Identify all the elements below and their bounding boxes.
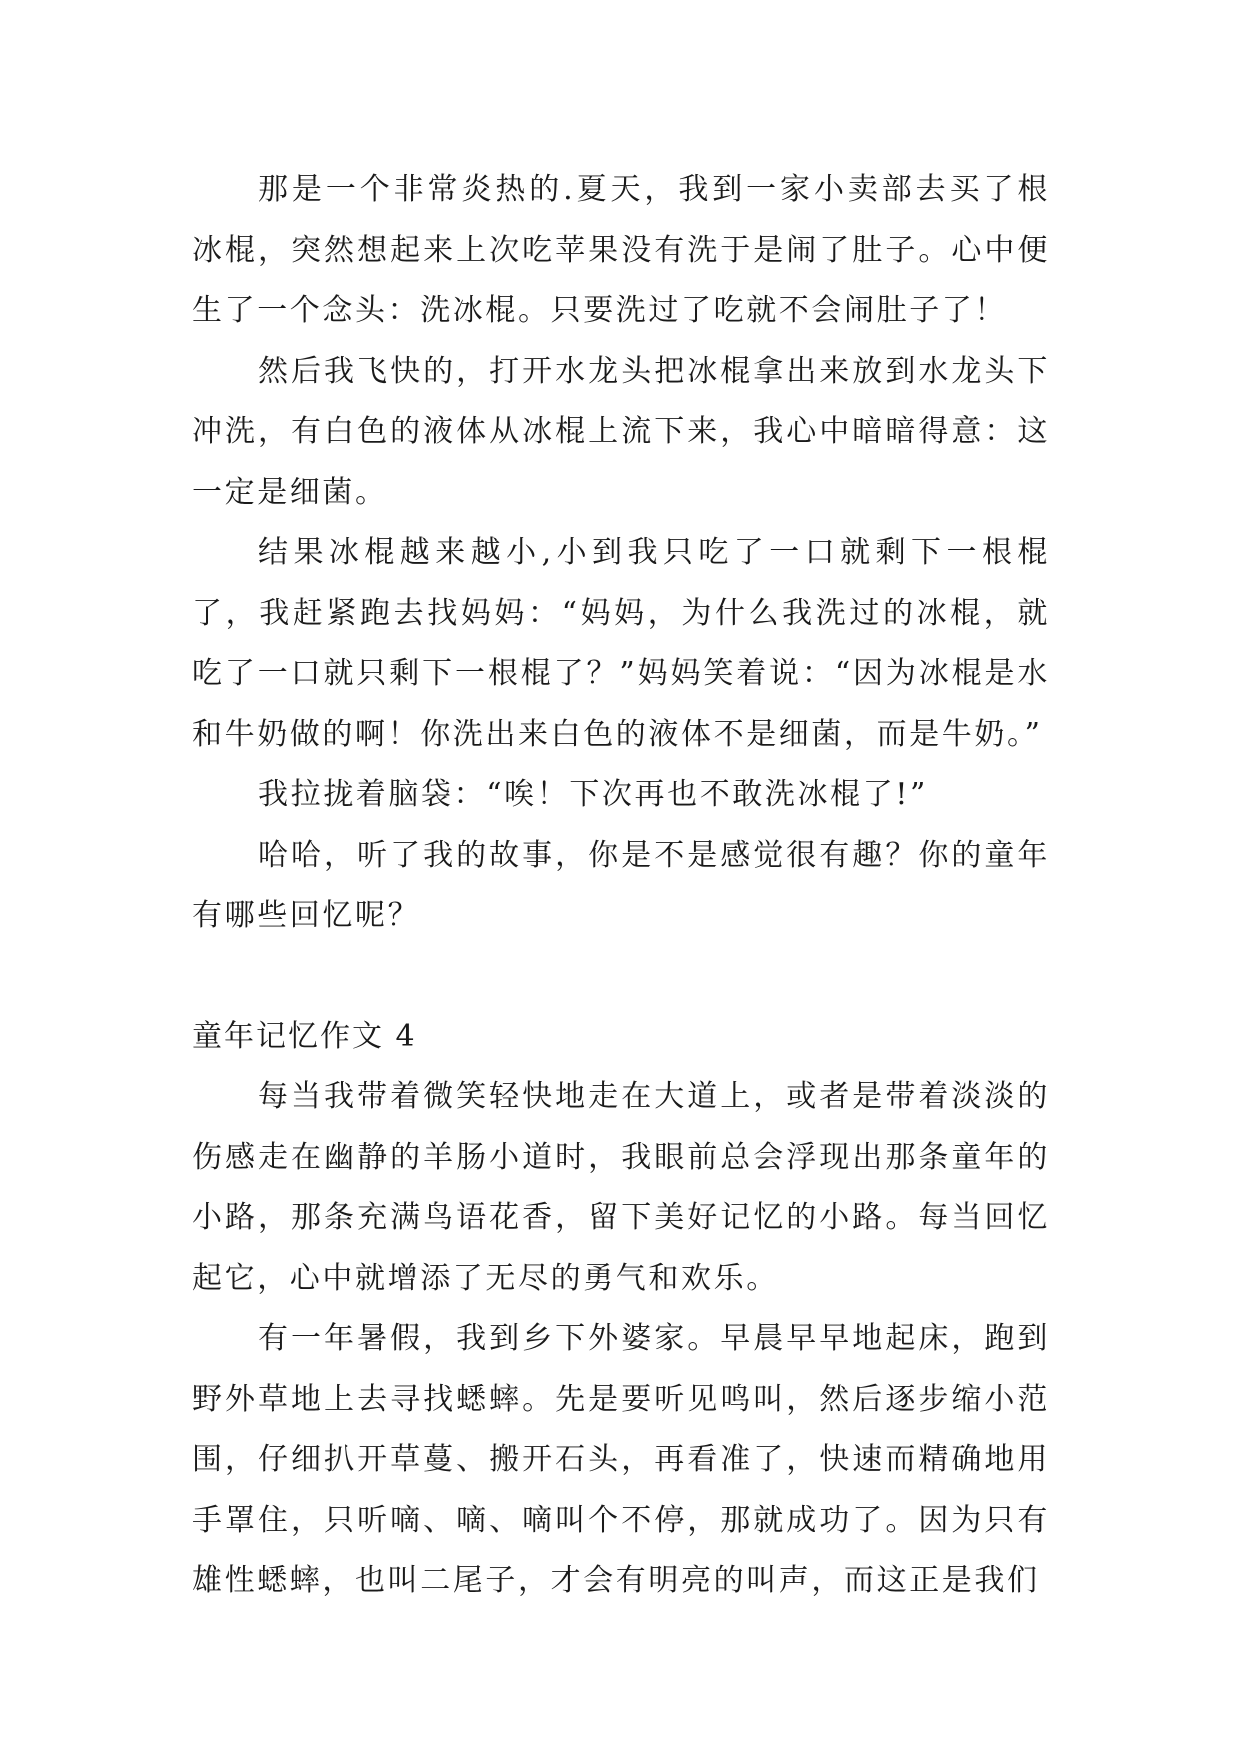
paragraph-closing-question: 哈哈，听了我的故事，你是不是感觉很有趣？你的童年有哪些回忆呢？ <box>192 837 1050 933</box>
paragraph-childhood-path: 每当我带着微笑轻快地走在大道上，或者是带着淡淡的伤感走在幽静的羊肠小道时，我眼前总会浮现出那条童年的小路，那条充满鸟语花香，留下美好记忆的小路。每当回忆起它，心中就增添了无尽的勇气和欢乐。 <box>192 1079 1050 1296</box>
paragraph-cricket-hunting: 有一年暑假，我到乡下外婆家。早晨早早地起床，跑到野外草地上去寻找蟋蟀。先是要听见鸣叫，然后逐步缩小范围，仔细扒开草蔓、搬开石头，再看准了，快速而精确地用手罩住，只听嘀、嘀、嘀叫个不停，那就成功了。因为只有雄性蟋蟀，也叫二尾子，才会有明亮的叫声，而这正是我们 <box>192 1321 1050 1598</box>
paragraph-never-again: 我拉拢着脑袋：“唉！下次再也不敢洗冰棍了!” <box>258 777 928 812</box>
paragraph-wash-popsicle: 那是一个非常炎热的.夏天，我到一家小卖部去买了根冰棍，突然想起来上次吃苹果没有洗于是闹了肚子。心中便生了一个念头：洗冰棍。只要洗过了吃就不会闹肚子了！ <box>192 172 1050 328</box>
paragraph-ask-mom: 结果冰棍越来越小,小到我只吃了一口就剩下一根棍了，我赶紧跑去找妈妈：“妈妈，为什么我洗过的冰棍，就吃了一口就只剩下一根棍了？”妈妈笑着说：“因为冰棍是水和牛奶做的啊！你洗出来白色的液体不是细菌，而是牛奶。” <box>192 535 1050 752</box>
paragraph-faucet: 然后我飞快的，打开水龙头把冰棍拿出来放到水龙头下冲洗，有白色的液体从冰棍上流下来，我心中暗暗得意：这一定是细菌。 <box>192 353 1050 510</box>
section-heading: 童年记忆作文 4 <box>192 1018 417 1054</box>
document-page <box>192 160 1050 1612</box>
